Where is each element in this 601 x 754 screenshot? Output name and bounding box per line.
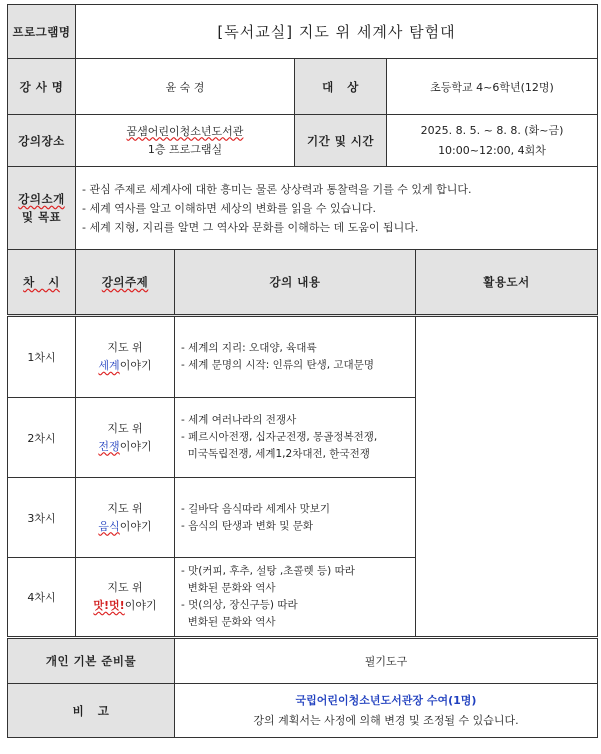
col-subject-text: 강의주제 [101,275,149,289]
subject-rest: 이야기 [119,359,152,372]
content-line: - 음식의 탄생과 변화 및 문화 [181,519,314,532]
session-content [175,316,416,398]
subject-keyword: 음식 [98,519,120,533]
instructor-label: 강 사 명 [8,59,76,115]
col-subject-header [76,250,175,316]
objective-item: - 관심 주제로 세계사에 대한 흥미는 물론 상상력과 통찰력을 기를 수 있게 합니다. [82,182,472,196]
col-session-text: 차 시 [23,275,60,289]
subject-keyword: 세계 [98,359,120,372]
content-line: - 길바닥 음식따라 세계사 맛보기 [181,502,330,515]
subject-keyword: 전쟁 [98,439,120,453]
place-value [76,115,295,167]
session-number: 2차시 [8,398,76,478]
session-number: 1차시 [8,316,76,398]
supplies-row [8,638,598,684]
subject-rest: 이야기 [119,519,152,533]
remarks-row [8,684,598,738]
content-line: - 세계의 지리: 오대양, 육대륙 [181,342,317,354]
content-line: - 세계 문명의 시작: 인류의 탄생, 고대문명 [181,359,374,371]
session-row-1 [8,316,598,398]
remarks-value [175,684,598,738]
supplies-value: 필기도구 [175,638,598,684]
content-line: - 세계 여러나라의 전쟁사 [181,414,297,426]
place-label: 강의장소 [8,115,76,167]
program-label: 프로그램명 [8,5,76,59]
content-line: 변화된 문화와 역사 [181,616,276,628]
program-title: [독서교실] 지도 위 세계사 탐험대 [76,5,598,59]
lecture-plan-table [7,4,598,738]
session-subject [76,478,175,558]
lecture-plan-document [7,4,597,750]
subject-top: 지도 위 [107,501,143,515]
subject-rest: 이야기 [124,599,157,612]
place-row [8,115,598,167]
col-session-header [8,250,76,316]
period-line2: 10:00~12:00, 4회차 [438,143,546,157]
period-value [387,115,598,167]
content-line: 변화된 문화와 역사 [181,582,276,594]
subject-keyword: 맛!멋! [93,599,125,612]
instructor-row [8,59,598,115]
session-subject [76,398,175,478]
objective-item: - 세계 역사를 알고 이해하면 세상의 변화를 읽을 수 있습니다. [82,201,376,215]
objectives-label-line2: 및 목표 [21,210,62,224]
session-content [175,398,416,478]
remarks-label: 비 고 [8,684,175,738]
objectives-label [8,167,76,250]
session-subject [76,316,175,398]
place-line1: 꿈샘어린이청소년도서관 [126,124,244,138]
col-content-header: 강의 내용 [175,250,416,316]
target-label: 대 상 [295,59,387,115]
period-line1: 2025. 8. 5. ~ 8. 8. (화~금) [420,123,564,137]
subject-top: 지도 위 [107,341,143,354]
objectives-row [8,167,598,250]
remarks-line2: 강의 계획서는 사정에 의해 변경 및 조정될 수 있습니다. [253,713,519,727]
content-line: - 맛(커피, 후추, 설탕 ,초콜렛 등) 따라 [181,565,355,577]
session-subject [76,558,175,638]
objective-item: - 세계 지형, 지리를 알면 그 역사와 문화를 이해하는 데 도움이 됩니다. [82,220,419,234]
book-cover-cell [416,316,598,638]
subject-top: 지도 위 [107,421,143,435]
subject-rest: 이야기 [119,439,152,453]
session-number: 4차시 [8,558,76,638]
objectives-list [76,167,598,250]
session-number: 3차시 [8,478,76,558]
target-value: 초등학교 4~6학년(12명) [387,59,598,115]
col-book-header: 활용도서 [416,250,598,316]
schedule-header-row [8,250,598,316]
remarks-line1: 국립어린이청소년도서관장 수여(1명) [295,693,477,707]
place-line2: 1층 프로그램실 [147,142,223,156]
session-content [175,478,416,558]
session-content [175,558,416,638]
period-label: 기간 및 시간 [295,115,387,167]
supplies-label: 개인 기본 준비물 [8,638,175,684]
program-row [8,5,598,59]
objectives-label-line1: 강의소개 [18,192,65,206]
content-line: - 페르시아전쟁, 십자군전쟁, 몽골정복전쟁, [181,431,378,443]
instructor-name: 윤 숙 경 [76,59,295,115]
content-line: 미국독립전쟁, 세계1,2차대전, 한국전쟁 [181,448,370,460]
content-line: - 멋(의상, 장신구등) 따라 [181,599,298,611]
subject-top: 지도 위 [107,581,143,594]
